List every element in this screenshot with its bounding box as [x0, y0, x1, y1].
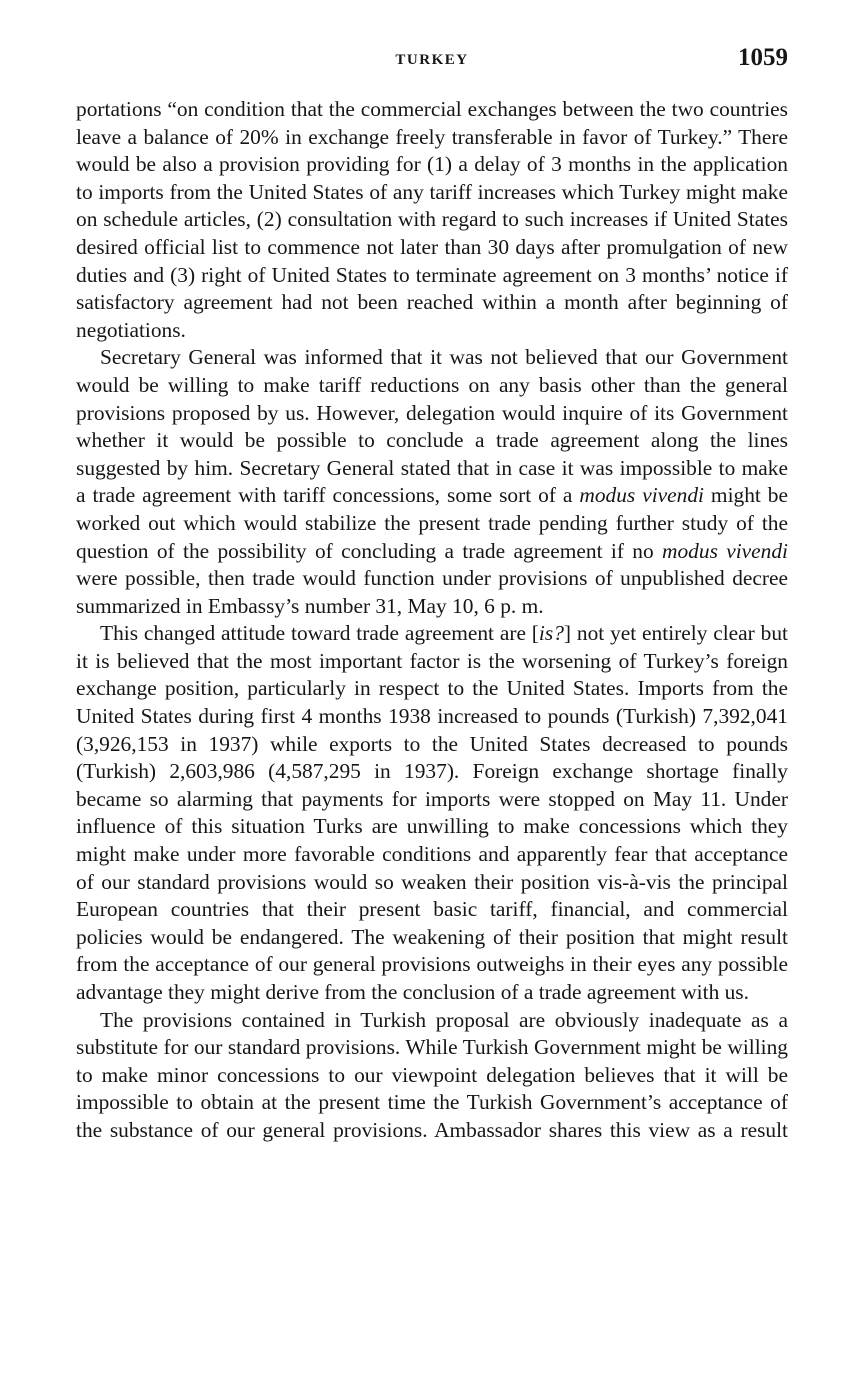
paragraph-4: [76, 1007, 788, 1145]
paragraph-2-text-c: were possible, then trade would function under provisions of unpublished decree summarized in Embassy’s number 31, May 10, 6 p. m.: [76, 566, 788, 618]
running-title: TURKEY: [395, 52, 469, 68]
paragraph-1-text: portations “on condition that the commercial exchanges between the two countries leave a balance of 20% in exchange freely transferable in favor of Turkey.” There would be also a provision providing for (1) a delay of 3 months in the application to imports from the United States of any tariff increases which Turkey might make on schedule articles, (2) consultation with regard to such increases if United States desired official list to commence not later than 30 days after promulgation of new duties and (3) right of United States to terminate agreement on 3 months’ notice if satisfactory agreement had not been reached within a month after beginning of negotiations.: [76, 97, 788, 342]
paragraph-1: [76, 96, 788, 344]
body-text: [76, 96, 788, 1145]
paragraph-4-text: The provisions contained in Turkish proposal are obviously inadequate as a substitute for our standard provisions. While Turkish Government might be willing to make minor concessions to our viewpoint delegation believes that it will be impossible to obtain at the present time the Turkish Government’s acceptance of the substance of our general provisions. Ambassador shares this view as a result: [76, 1007, 788, 1142]
paragraph-3: [76, 620, 788, 1006]
paragraph-3-text-b: ] not yet entirely clear but it is believed that the most important factor is the worsening of Turkey’s foreign exchange position, particularly in respect to the United States. Imports from the United States during first 4 months 1938 increased to pounds (Turkish) 7,392,041 (3,926,153 in 1937) while exports to the United States decreased to pounds (Turkish) 2,603,986 (4,587,295 in 1937). Foreign exchange shortage finally became so alarming that payments for imports were stopped on May 11. Under influence of this situation Turks are unwilling to make concessions which they might make under more favorable conditions and apparently fear that acceptance of our standard provisions would so weaken their position vis-à-vis the principal European countries that their present basic tariff, financial, and commercial policies would be endangered. The weakening of their position that might result from the acceptance of our general provisions outweighs in their eyes any possible advantage they might derive from the conclusion of a trade agreement with us.: [76, 621, 788, 1004]
page-number: 1059: [738, 44, 788, 71]
paragraph-2-text-a: Secretary General was informed that it was not believed that our Government would be willing to make tariff reductions on any basis other than the general provisions proposed by us. However, delegation would inquire of its Government whether it would be possible to conclude a trade agreement along the lines suggested by him. Secretary General stated that in case it was impossible to make a trade agreement with tariff concessions, some sort of a: [76, 345, 788, 508]
paragraph-2-italic-a: modus vivendi: [579, 483, 704, 508]
running-head: [76, 42, 788, 78]
paragraph-2: [76, 344, 788, 620]
paragraph-3-text-a: This changed attitude toward trade agreement are [: [100, 621, 539, 646]
paragraph-2-text-b: might be worked out which would stabilize the present trade pending further study of the question of the possibility of concluding a trade agreement if no: [76, 483, 788, 563]
document-page: [76, 42, 788, 1145]
paragraph-3-italic-a: is?: [538, 621, 564, 646]
paragraph-2-italic-b: modus vivendi: [662, 538, 788, 563]
